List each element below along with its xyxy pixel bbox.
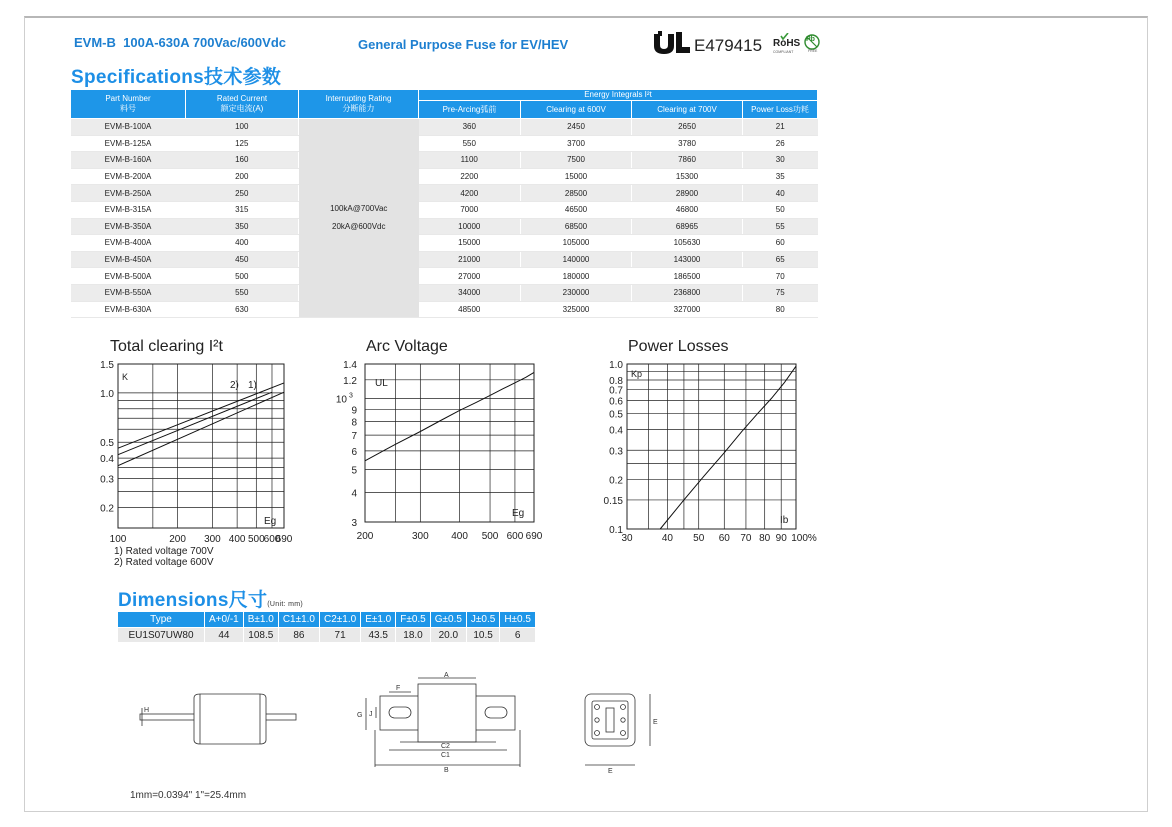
clearing-700-cell: 68965: [632, 218, 743, 235]
model-range-title: [74, 35, 286, 50]
clearing-700-cell: 186500: [632, 268, 743, 285]
part-number-cell: EVM-B-200A: [71, 168, 186, 185]
power-loss-cell: 70: [743, 268, 818, 285]
chart3-frame: [627, 364, 796, 529]
spec-row: [71, 218, 818, 235]
chart1-y-tick: 0.4: [100, 454, 114, 466]
chart3-y-tick: 0.5: [609, 409, 623, 421]
power-losses-chart: [595, 358, 820, 546]
chart3-x-tick: 60: [718, 533, 730, 544]
clearing-600-cell: 7500: [521, 152, 632, 169]
chart1-x-tick: 200: [169, 534, 186, 545]
model-name: EVM-B: [74, 35, 116, 50]
pb-symbol: Pb: [806, 36, 815, 43]
chart2-y-tick: 4: [351, 488, 357, 500]
header-part-number-en: Part Number: [105, 94, 151, 103]
dim-label-e-side: E: [653, 719, 658, 726]
chart2-frame: [365, 364, 534, 522]
power-loss-cell: 60: [743, 235, 818, 252]
unit-conversion-note: 1mm=0.0394" 1"=25.4mm: [130, 790, 247, 801]
power-loss-cell: 80: [743, 301, 818, 318]
specifications-title: Specifications技术参数: [71, 67, 282, 88]
dimension-header: C2±1.0: [320, 612, 361, 628]
clearing-700-cell: 236800: [632, 284, 743, 301]
spec-row: [71, 284, 818, 301]
chart1-x-tick: 500: [247, 534, 265, 545]
part-number-cell: EVM-B-350A: [71, 218, 186, 235]
chart1-y-tick: 0.3: [100, 474, 114, 486]
pre-arcing-cell: 10000: [419, 218, 521, 235]
dimension-value: 43.5: [361, 628, 396, 643]
spec-row: [71, 201, 818, 218]
dimension-value: 20.0: [430, 628, 466, 643]
chart3-y-label: Kp: [631, 369, 643, 379]
rated-current-cell: 350: [186, 218, 299, 235]
chart3-x-tick: 80: [759, 533, 771, 544]
pre-arcing-cell: 27000: [419, 268, 521, 285]
rated-current-cell: 125: [186, 135, 299, 152]
rated-current-cell: 550: [186, 284, 299, 301]
chart2-y-tick: 6: [351, 446, 357, 458]
power-loss-cell: 55: [743, 218, 818, 235]
rated-current-cell: 500: [186, 268, 299, 285]
chart3-y-tick: 0.6: [609, 396, 623, 408]
pre-arcing-cell: 48500: [419, 301, 521, 318]
part-number-cell: EVM-B-500A: [71, 268, 186, 285]
dim-label-h: H: [144, 707, 150, 714]
pre-arcing-cell: 7000: [419, 201, 521, 218]
pre-arcing-cell: 1100: [419, 152, 521, 169]
chart1-series-line: [118, 392, 272, 454]
chart2-y-tick: 1.4: [343, 360, 357, 371]
part-number-cell: EVM-B-160A: [71, 152, 186, 169]
part-number-cell: EVM-B-315A: [71, 201, 186, 218]
chart1-series-label: 2): [230, 380, 239, 391]
header-part-number: [71, 90, 186, 119]
dimension-value: 10.5: [466, 628, 499, 643]
chart2-series-line: [365, 372, 534, 460]
pre-arcing-cell: 34000: [419, 284, 521, 301]
chart2-y-multiplier-exponent: 3: [349, 392, 353, 400]
chart3-y-tick: 0.3: [609, 446, 623, 458]
chart2-y-tick: 5: [351, 465, 357, 477]
clearing-600-cell: 46500: [521, 201, 632, 218]
specifications-body: [71, 119, 818, 318]
clearing-600-cell: 2450: [521, 119, 632, 136]
part-number-cell: EVM-B-630A: [71, 301, 186, 318]
rated-current-cell: 450: [186, 251, 299, 268]
total-clearing-chart: [88, 358, 300, 570]
clearing-600-cell: 28500: [521, 185, 632, 202]
rohs-text: RoHS: [773, 38, 801, 49]
dimension-header: B±1.0: [243, 612, 278, 628]
chart2-x-tick: 200: [356, 531, 374, 542]
chart2-y-tick: 7: [351, 431, 357, 443]
chart3-x-tick: 70: [740, 533, 752, 544]
dimensions-title-text: Dimensions尺寸: [118, 590, 268, 611]
rohs-sub: COMPLIANT: [773, 50, 794, 54]
chart1-title: Total clearing I²t: [110, 338, 223, 355]
clearing-700-cell: 2650: [632, 119, 743, 136]
pre-arcing-cell: 15000: [419, 235, 521, 252]
dimension-value: 108.5: [243, 628, 278, 643]
header-rated-current-cn: 额定电流(A): [220, 104, 264, 113]
chart1-x-tick: 100: [109, 534, 127, 545]
clearing-600-cell: 140000: [521, 251, 632, 268]
chart1-series-line: [118, 392, 284, 465]
chart2-y-tick: 9: [351, 405, 357, 417]
dimensions-header-row: [118, 612, 536, 628]
pb-sub: FREE: [808, 49, 818, 53]
header-rated-current: [186, 90, 299, 119]
rated-current-cell: 100: [186, 119, 299, 136]
fuse-dimension-drawings: [130, 670, 830, 780]
chart2-x-tick: 690: [525, 531, 543, 542]
spec-row: [71, 152, 818, 169]
clearing-700-cell: 3780: [632, 135, 743, 152]
specifications-table: [70, 89, 818, 318]
dimensions-unit: (Unit: mm): [267, 601, 303, 608]
dimension-header: E±1.0: [361, 612, 396, 628]
dim-label-g: G: [357, 712, 363, 719]
chart3-title: Power Losses: [628, 338, 729, 355]
chart3-y-tick: 1.0: [609, 360, 623, 371]
chart1-x-tick: 400: [228, 534, 246, 545]
chart3-y-tick: 0.2: [609, 475, 623, 487]
rated-current-cell: 160: [186, 152, 299, 169]
clearing-700-cell: 327000: [632, 301, 743, 318]
header-energy-integrals: Energy Integrals I²t: [419, 90, 818, 101]
header-interrupting: [299, 90, 419, 119]
purpose-title: General Purpose Fuse for EV/HEV: [358, 37, 569, 52]
header-interrupting-en: Interrupting Rating: [325, 94, 392, 103]
clearing-700-cell: 28900: [632, 185, 743, 202]
chart1-x-label: Eg: [264, 516, 277, 527]
chart1-x-tick: 690: [275, 534, 293, 545]
part-number-cell: EVM-B-550A: [71, 284, 186, 301]
dimension-header: A+0/-1: [205, 612, 244, 628]
pre-arcing-cell: 550: [419, 135, 521, 152]
dimension-value: 86: [278, 628, 319, 643]
clearing-600-cell: 3700: [521, 135, 632, 152]
dimensions-table: [117, 611, 536, 643]
dimension-value: 6: [500, 628, 536, 643]
header-clearing-600: Clearing at 600V: [521, 101, 632, 119]
dimension-header: C1±1.0: [278, 612, 319, 628]
chart3-x-label: Ib: [780, 515, 789, 526]
power-loss-cell: 26: [743, 135, 818, 152]
chart2-x-tick: 600: [506, 531, 524, 542]
chart1-y-tick: 1.0: [100, 388, 114, 400]
spec-row: [71, 168, 818, 185]
chart2-y-tick: 3: [351, 518, 357, 529]
chart2-y-label: UL: [375, 378, 388, 389]
spec-row: [71, 301, 818, 318]
dimension-header: G±0.5: [430, 612, 466, 628]
model-range: 100A-630A 700Vac/600Vdc: [123, 35, 286, 50]
power-loss-cell: 75: [743, 284, 818, 301]
spec-row: [71, 185, 818, 202]
chart2-x-tick: 500: [481, 531, 499, 542]
clearing-700-cell: 105630: [632, 235, 743, 252]
chart2-x-tick: 400: [451, 531, 468, 542]
dimension-header: H±0.5: [500, 612, 536, 628]
chart3-x-tick: 90: [775, 533, 787, 544]
chart2-y-tick: 1.2: [343, 375, 357, 387]
power-loss-cell: 30: [743, 152, 818, 169]
header-interrupting-cn: 分断能力: [342, 104, 375, 113]
rohs-badge: [773, 33, 801, 55]
chart1-legend-entry: 1) Rated voltage 700V: [114, 546, 214, 557]
chart2-title: Arc Voltage: [366, 338, 448, 355]
dimension-value: 44: [205, 628, 244, 643]
rated-current-cell: 250: [186, 185, 299, 202]
chart2-x-label: Eg: [512, 508, 525, 519]
clearing-600-cell: 105000: [521, 235, 632, 252]
chart2-x-tick: 300: [411, 531, 429, 542]
header-power-loss: Power Loss功耗: [743, 101, 818, 119]
cert-number: E479415: [694, 36, 763, 55]
dim-label-j: J: [369, 711, 373, 718]
power-loss-cell: 50: [743, 201, 818, 218]
spec-row: [71, 135, 818, 152]
dim-label-f: F: [396, 685, 401, 692]
chart1-y-tick: 0.2: [100, 503, 114, 515]
chart2-y-multiplier: 10: [335, 394, 347, 406]
dimensions-data-row: [118, 628, 536, 643]
dimensions-title: [118, 585, 303, 612]
chart3-y-tick: 0.4: [609, 425, 623, 437]
rated-current-cell: 400: [186, 235, 299, 252]
power-loss-cell: 40: [743, 185, 818, 202]
dimension-value: EU1S07UW80: [118, 628, 205, 643]
rated-current-cell: 315: [186, 201, 299, 218]
clearing-600-cell: 15000: [521, 168, 632, 185]
rated-current-cell: 200: [186, 168, 299, 185]
chart1-x-tick: 600: [263, 534, 281, 545]
clearing-700-cell: 7860: [632, 152, 743, 169]
dimension-header: J±0.5: [466, 612, 499, 628]
pre-arcing-cell: 4200: [419, 185, 521, 202]
chart1-frame: [118, 364, 284, 528]
interrupting-rating-line: 100kA@700Vac: [330, 204, 388, 214]
chart2-y-tick: 8: [351, 417, 357, 429]
dim-label-b: B: [444, 767, 449, 774]
chart3-y-tick: 0.7: [609, 385, 623, 397]
chart3-x-tick: 30: [621, 533, 633, 544]
pre-arcing-cell: 2200: [419, 168, 521, 185]
header-rated-current-en: Rated Current: [216, 94, 268, 103]
side-view-drawing: [140, 694, 296, 744]
interrupting-rating-cell: [299, 119, 419, 318]
dim-label-c2: C2: [441, 743, 450, 750]
chart3-y-tick: 0.8: [609, 375, 623, 387]
ul-logo-icon: [652, 30, 692, 56]
dimension-value: 71: [320, 628, 361, 643]
chart1-y-tick: 1.5: [100, 360, 114, 371]
power-loss-cell: 21: [743, 119, 818, 136]
dimension-value: 18.0: [396, 628, 431, 643]
clearing-600-cell: 68500: [521, 218, 632, 235]
pre-arcing-cell: 21000: [419, 251, 521, 268]
chart1-series-label: 1): [248, 380, 257, 391]
clearing-600-cell: 180000: [521, 268, 632, 285]
chart1-y-tick: 0.5: [100, 438, 114, 450]
part-number-cell: EVM-B-250A: [71, 185, 186, 202]
dim-label-e-bottom: E: [608, 768, 613, 775]
pb-free-badge: [803, 33, 823, 53]
interrupting-rating-line: 20kA@600Vdc: [332, 222, 386, 232]
spec-row: [71, 119, 818, 136]
chart3-series-line: [660, 366, 796, 529]
chart3-x-tick: 40: [661, 533, 673, 544]
clearing-700-cell: 143000: [632, 251, 743, 268]
chart1-x-tick: 300: [204, 534, 221, 545]
clearing-600-cell: 230000: [521, 284, 632, 301]
chart1-legend-entry: 2) Rated voltage 600V: [114, 557, 214, 568]
clearing-700-cell: 46800: [632, 201, 743, 218]
clearing-600-cell: 325000: [521, 301, 632, 318]
part-number-cell: EVM-B-125A: [71, 135, 186, 152]
part-number-cell: EVM-B-100A: [71, 119, 186, 136]
end-view-drawing: [585, 694, 650, 765]
chart3-x-tick: 100%: [791, 533, 817, 544]
spec-row: [71, 268, 818, 285]
header-pre-arcing: Pre-Arcing弧前: [419, 101, 521, 119]
rated-current-cell: 630: [186, 301, 299, 318]
power-loss-cell: 35: [743, 168, 818, 185]
power-loss-cell: 65: [743, 251, 818, 268]
spec-row: [71, 235, 818, 252]
clearing-700-cell: 15300: [632, 168, 743, 185]
chart3-y-tick: 0.15: [603, 495, 623, 507]
pre-arcing-cell: 360: [419, 119, 521, 136]
dimension-header: F±0.5: [396, 612, 431, 628]
part-number-cell: EVM-B-400A: [71, 235, 186, 252]
arc-voltage-chart: [335, 358, 550, 546]
chart3-y-tick: 0.1: [609, 525, 623, 536]
header-clearing-700: Clearing at 700V: [632, 101, 743, 119]
dimension-header: Type: [118, 612, 205, 628]
dim-label-a: A: [444, 672, 449, 679]
part-number-cell: EVM-B-450A: [71, 251, 186, 268]
spec-row: [71, 251, 818, 268]
header-part-number-cn: 料号: [120, 104, 136, 113]
chart1-y-label: K: [122, 372, 129, 382]
dim-label-c1: C1: [441, 752, 450, 759]
chart3-x-tick: 50: [693, 533, 705, 544]
